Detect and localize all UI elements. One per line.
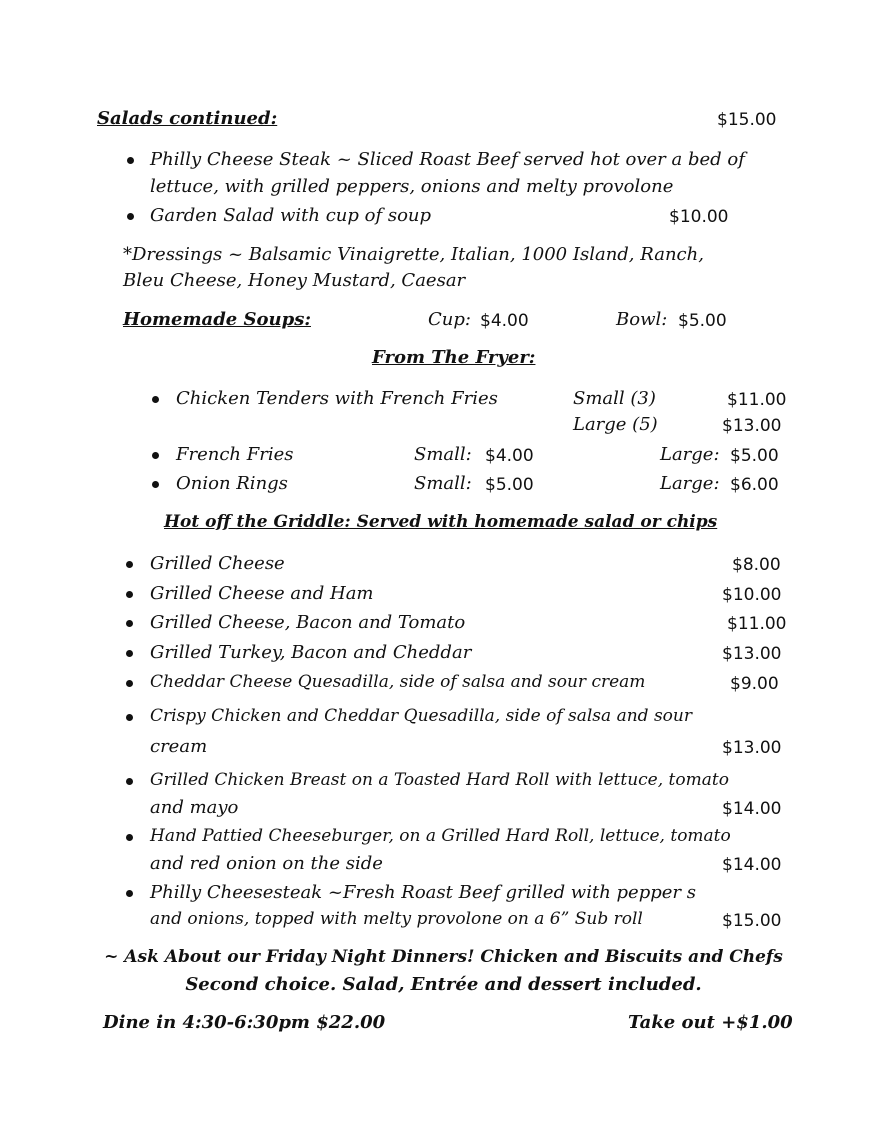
griddle-item-name: Hand Pattied Cheeseburger, on a Grilled Hard Roll, lettuce, tomato — [150, 826, 731, 846]
footer-dine-in: Dine in 4:30-6:30pm $22.00 — [103, 1012, 386, 1033]
griddle-item-price: $15.00 — [722, 911, 782, 931]
fryer-fries-name: French Fries — [176, 444, 294, 465]
salad-item-garden-price: $10.00 — [669, 207, 729, 227]
salads-price: $15.00 — [717, 110, 777, 130]
fryer-tenders-small-label: Small (3) — [573, 388, 656, 409]
footer-line2: Second choice. Salad, Entrée and dessert included. — [185, 974, 702, 995]
dressings-line1: *Dressings ~ Balsamic Vinaigrette, Italian, 1000 Island, Ranch, — [123, 244, 704, 265]
salad-item-philly-line2: lettuce, with grilled peppers, onions and melty provolone — [150, 176, 674, 197]
griddle-item-price: $8.00 — [732, 555, 781, 575]
fryer-rings-small-price: $5.00 — [485, 475, 534, 495]
bullet — [126, 778, 133, 785]
fryer-tenders-large-label: Large (5) — [573, 414, 658, 435]
bullet — [126, 890, 133, 897]
griddle-item-name: Grilled Chicken Breast on a Toasted Hard Roll with lettuce, tomato — [150, 770, 729, 790]
bullet — [127, 157, 134, 164]
fryer-fries-large-price: $5.00 — [730, 446, 779, 466]
soup-cup-price: $4.00 — [480, 311, 529, 331]
dressings-line2: Bleu Cheese, Honey Mustard, Caesar — [123, 270, 466, 291]
griddle-item-price: $10.00 — [722, 585, 782, 605]
fryer-heading: From The Fryer: — [372, 347, 536, 368]
griddle-item-price: $11.00 — [727, 614, 787, 634]
bullet — [152, 452, 159, 459]
footer-line1: ~ Ask About our Friday Night Dinners! Chicken and Biscuits and Chefs — [104, 947, 783, 967]
soup-bowl-price: $5.00 — [678, 311, 727, 331]
griddle-item-name: Cheddar Cheese Quesadilla, side of salsa and sour cream — [150, 672, 646, 692]
griddle-item-name: Grilled Turkey, Bacon and Cheddar — [150, 642, 472, 663]
griddle-item-name: Philly Cheesesteak ~Fresh Roast Beef grilled with pepper s — [150, 882, 696, 903]
griddle-item-name: Grilled Cheese, Bacon and Tomato — [150, 612, 466, 633]
soup-bowl-label: Bowl: — [616, 309, 668, 330]
bullet — [126, 680, 133, 687]
soup-cup-label: Cup: — [428, 309, 471, 330]
fryer-fries-small-label: Small: — [414, 444, 472, 465]
bullet — [127, 213, 134, 220]
salads-heading: Salads continued: — [97, 108, 278, 129]
bullet — [126, 834, 133, 841]
bullet — [126, 591, 133, 598]
bullet — [152, 396, 159, 403]
griddle-item-price: $14.00 — [722, 799, 782, 819]
griddle-item-name: Grilled Cheese — [150, 553, 285, 574]
griddle-item-name-line2: and mayo — [150, 797, 239, 818]
griddle-item-price: $13.00 — [722, 644, 782, 664]
griddle-item-name-line2: and red onion on the side — [150, 853, 383, 874]
footer-take-out: Take out +$1.00 — [628, 1012, 793, 1033]
griddle-item-price: $9.00 — [730, 674, 779, 694]
fryer-tenders-small-price: $11.00 — [727, 390, 787, 410]
fryer-tenders-large-price: $13.00 — [722, 416, 782, 436]
salad-item-garden: Garden Salad with cup of soup — [150, 205, 432, 226]
fryer-rings-large-price: $6.00 — [730, 475, 779, 495]
fryer-fries-small-price: $4.00 — [485, 446, 534, 466]
fryer-rings-large-label: Large: — [660, 473, 720, 494]
fryer-fries-large-label: Large: — [660, 444, 720, 465]
fryer-rings-small-label: Small: — [414, 473, 472, 494]
soups-heading: Homemade Soups: — [123, 309, 311, 330]
bullet — [126, 620, 133, 627]
griddle-item-price: $14.00 — [722, 855, 782, 875]
griddle-item-name-line2: and onions, topped with melty provolone on a 6” Sub roll — [150, 909, 643, 929]
salad-item-philly-line1: Philly Cheese Steak ~ Sliced Roast Beef served hot over a bed of — [150, 149, 745, 170]
griddle-item-name: Crispy Chicken and Cheddar Quesadilla, side of salsa and sour — [150, 706, 692, 726]
griddle-item-price: $13.00 — [722, 738, 782, 758]
griddle-heading: Hot off the Griddle: Served with homemade salad or chips — [164, 512, 718, 532]
bullet — [126, 561, 133, 568]
fryer-tenders-name: Chicken Tenders with French Fries — [176, 388, 498, 409]
bullet — [152, 481, 159, 488]
griddle-item-name: Grilled Cheese and Ham — [150, 583, 374, 604]
bullet — [126, 650, 133, 657]
bullet — [126, 714, 133, 721]
griddle-item-name-line2: cream — [150, 736, 208, 757]
fryer-rings-name: Onion Rings — [176, 473, 288, 494]
